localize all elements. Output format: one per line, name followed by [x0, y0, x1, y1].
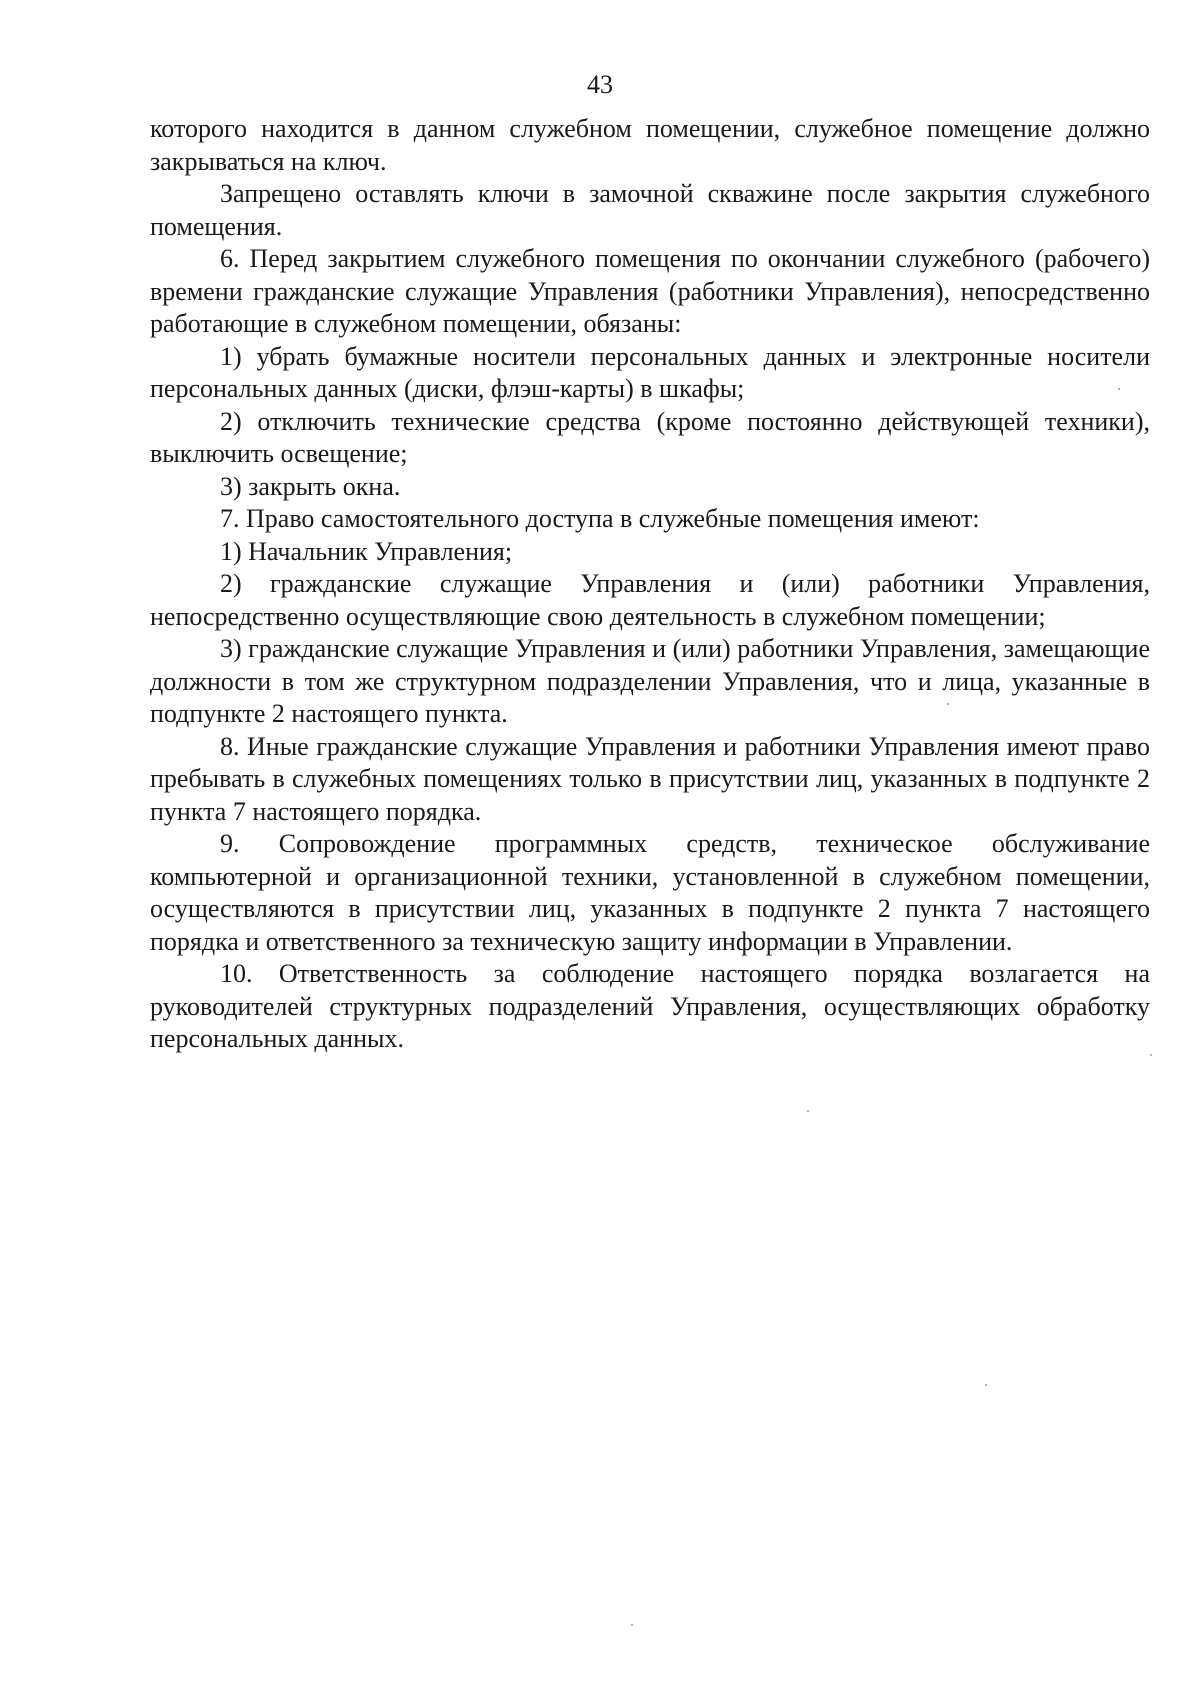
scan-speck [807, 1110, 809, 1112]
paragraph-item-10: 10. Ответственность за соблюдение настоящего порядка возлагается на руководителей структурных подразделений Управления, осуществляющих обработку персональных данных. [150, 959, 1150, 1053]
paragraph-item-8: 8. Иные гражданские служащие Управления и работники Управления имеют право пребывать в служебных помещениях только в присутствии лиц, указанных в подпункте 2 пункта 7 настоящего порядка. [150, 731, 1150, 826]
paragraph-item-7: 7. Право самостоятельного доступа в служебные помещения имеют: [220, 504, 980, 533]
paragraph-continuation: которого находится в данном служебном помещении, служебное помещение должно закрываться на ключ. [150, 114, 1150, 176]
paragraph-keys-prohibition: Запрещено оставлять ключи в замочной скважине после закрытия служебного помещения. [150, 179, 1150, 241]
scan-speck [1118, 388, 1120, 390]
scan-speck [947, 703, 949, 705]
page-number: 43 [587, 70, 613, 99]
paragraph-item-7-sub-1: 1) Начальник Управления; [220, 536, 513, 566]
paragraph-item-6-sub-2: 2) отключить технические средства (кроме постоянно действующей техники), выключить освещение; [150, 406, 1150, 468]
paragraph-item-6: 6. Перед закрытием служебного помещения по окончании служебного (рабочего) времени гражданские служащие Управления (работники Управления), непосредственно работающие в служебном помещении, обязаны: [150, 244, 1150, 338]
paragraph-item-6-sub-1: 1) убрать бумажные носители персональных данных и электронные носители персональных данных (диски, флэш-карты) в шкафы; [150, 341, 1150, 403]
paragraph-item-6-sub-3: 3) закрыть окна. [220, 471, 401, 501]
paragraph-item-7-sub-3: 3) гражданские служащие Управления и (или) работники Управления, замещающие должности в том же структурном подразделении Управления, что и лица, указанные в подпункте 2 настоящего пункта. [150, 634, 1150, 728]
scan-speck [985, 1384, 987, 1386]
paragraph-item-9: 9. Сопровождение программных средств, техническое обслуживание компьютерной и организационной техники, установленной в служебном помещении, осуществляются в присутствии лиц, указанных в подпункте 2 пункта 7 настоящего порядка и ответственного за техническую защиту информации в Управлении. [150, 829, 1150, 956]
paragraph-item-7-sub-2: 2) гражданские служащие Управления и (или) работники Управления, непосредственно осуществляющие свою деятельность в служебном помещении; [150, 569, 1150, 631]
scan-speck [631, 1624, 633, 1626]
document-body [150, 113, 1150, 1056]
scan-speck [1150, 1054, 1152, 1056]
